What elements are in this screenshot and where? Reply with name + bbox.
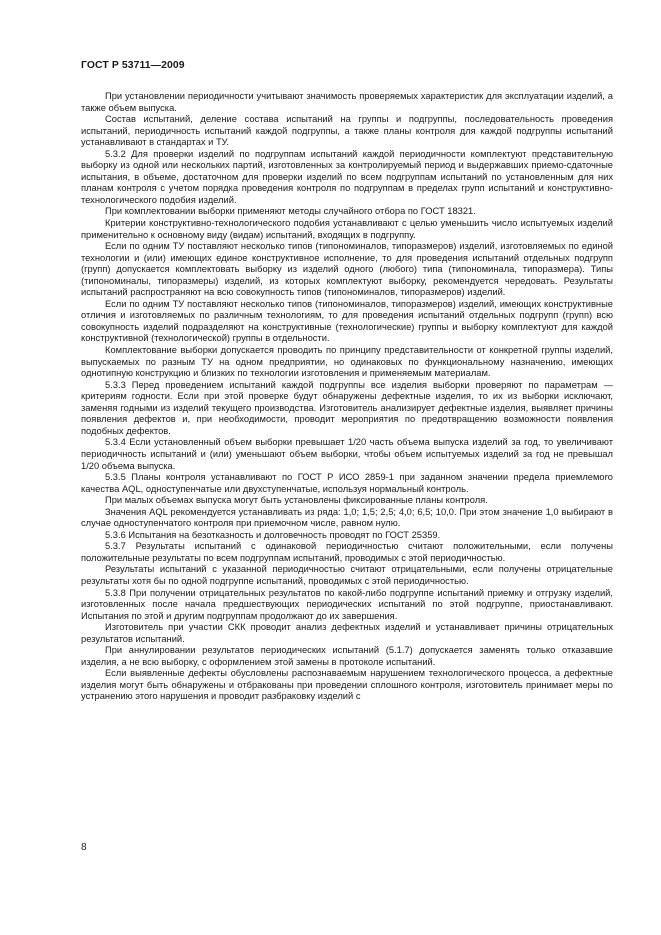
paragraph: Если выявленные дефекты обусловлены распознаваемым нарушением технологического процесса, а дефектные изделия могут быть обнаружены и отбракованы при проведении сплошного контроля, изготовитель принимает меры по устранению этого нарушения и проводит разбраковку изделий с [81, 668, 613, 702]
paragraph: Критерии конструктивно-технологического подобия устанавливают с целью уменьшить число испытуемых изделий применительно к основному виду (видам) испытаний, входящих в подгруппу. [81, 218, 613, 240]
page-number: 8 [81, 842, 87, 853]
standard-id-header: ГОСТ Р 53711—2009 [81, 60, 185, 71]
paragraph: 5.3.4 Если установленный объем выборки превышает 1/20 часть объема выпуска изделий за год, то увеличивают периодичность испытаний и (или) уменьшают объем выборки, чтобы объем испытуемых изделий за год не превышал 1/20 объема выпуска. [81, 437, 613, 471]
paragraph: 5.3.7 Результаты испытаний с одинаковой периодичностью считают положительными, если получены положительные результаты по всем подгруппам испытаний, проводимых с этой периодичностью. [81, 541, 613, 563]
body-text [81, 91, 613, 703]
paragraph: 5.3.6 Испытания на безотказность и долговечность проводят по ГОСТ 25359. [105, 529, 441, 540]
paragraph: Состав испытаний, деление состава испытаний на группы и подгруппы, последовательность проведения испытаний, периодичность испытаний каждой подгруппы, а также планы контроля для каждой подгруппы испытаний устанавливают в стандартах и ТУ. [81, 114, 613, 148]
paragraph: 5.3.3 Перед проведением испытаний каждой подгруппы все изделия выборки проверяют по параметрам — критериям годности. Если при этой проверке будут обнаружены дефектные изделия, то их из выборки исключают, заменяя годными из изделий текущего производства. Изготовитель анализирует дефектные изделия, выявляет причины появления дефектов и, при необходимости, проводит мероприятия по предотвращению возможности появления подобных дефектов. [81, 379, 613, 436]
paragraph: При установлении периодичности учитывают значимость проверяемых характеристик для эксплуатации изделий, а также объем выпуска. [81, 91, 613, 113]
paragraph: 5.3.8 При получении отрицательных результатов по какой-либо подгруппе испытаний приемку и отгрузку изделий, изготовленных после начала предшествующих периодических испытаний по этой подгруппе, приостанавливают. Испытания по этой и другим подгруппам продолжают до их завершения. [81, 587, 613, 621]
paragraph: Если по одним ТУ поставляют несколько типов (типономиналов, типоразмеров) изделий, имеющих конструктивные отличия и изготовляемых по различным технологиям, то для проведения испытаний отдельных подгрупп (групп) всю совокупность изделий подразделяют на конструктивные (технологические) группы и выборку комплектуют для каждой конструктивной (технологической) группы в отдельности. [81, 298, 613, 344]
paragraph: При аннулировании результатов периодических испытаний (5.1.7) допускается заменять только отказавшие изделия, а не всю выборку, с оформлением этой замены в протоколе испытаний. [81, 645, 613, 667]
paragraph: Результаты испытаний с указанной периодичностью считают отрицательными, если получены отрицательные результаты хотя бы по одной подгруппе испытаний, проводимых с этой периодичностью. [81, 564, 613, 586]
paragraph: Значения AQL рекомендуется устанавливать из ряда: 1,0; 1,5; 2,5; 4,0; 6,5; 10,0. При этом значение 1,0 выбирают в случае одноступенчатого контроля при приемочном числе, равном нулю. [81, 506, 613, 529]
paragraph: 5.3.2 Для проверки изделий по подгруппам испытаний каждой периодичности комплектуют представительную выборку из одной или нескольких партий, изготовленных за контролируемый период и выдержавших приемо-сдаточные испытания, в объеме, достаточном для проверки изделий по всем подгруппам испытаний по установленным для них планам контроля с учетом порядка проведения контроля по подгруппам в пределах групп испытаний и конструктивно-технологического подобия изделий. [81, 148, 613, 205]
paragraph: 5.3.5 Планы контроля устанавливают по ГОСТ Р ИСО 2859-1 при заданном значении предела приемлемого качества AQL, одноступенчатые или двухступенчатые, используя нормальный контроль. [81, 472, 613, 494]
paragraph: Если по одним ТУ поставляют несколько типов (типономиналов, типоразмеров) изделий, изготовляемых по единой технологии и (или) имеющих единое конструктивное исполнение, то для проведения испытаний отдельных подгрупп (групп) допускается комплектовать выборку из изделий одного (любого) типа (типономинала, типоразмера). Типы (типономиналы, типоразмеры) изделий, из которых комплектуют выборку, рекомендуется чередовать. Результаты испытаний распространяют на всю совокупность типов (типономиналов, типоразмеров) изделий. [81, 241, 613, 298]
paragraph: При малых объемах выпуска могут быть установлены фиксированные планы контроля. [105, 495, 488, 506]
paragraph: Изготовитель при участии СКК проводит анализ дефектных изделий и устанавливает причины отрицательных результатов испытаний. [81, 622, 613, 644]
paragraph: При комплектовании выборки применяют методы случайного отбора по ГОСТ 18321. [105, 206, 476, 217]
paragraph: Комплектование выборки допускается проводить по принципу представительности от конкретной группы изделий, выпускаемых по разным ТУ на одном предприятии, но одинаковых по функциональному назначению, имеющих однотипную конструкцию и близких по технологии изготовления и применяемым материалам. [81, 345, 613, 379]
